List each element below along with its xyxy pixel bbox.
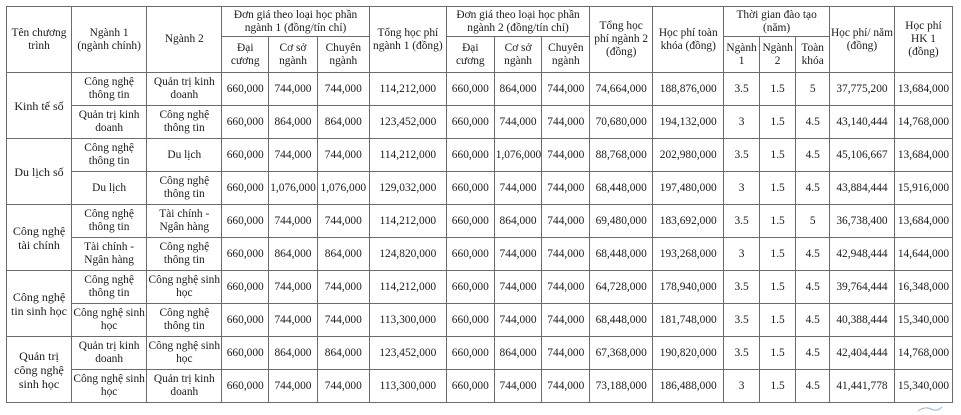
table-cell: 744,000 [542,139,590,172]
table-cell: 73,188,000 [590,370,653,403]
table-cell: 45,106,667 [829,139,894,172]
table-cell: 660,000 [222,205,269,238]
table-cell: 744,000 [542,172,590,205]
table-cell: 129,032,000 [369,172,446,205]
tuition-table [6,6,953,403]
table-cell: 744,000 [542,337,590,370]
table-cell: 3 [724,370,760,403]
table-cell: 114,212,000 [369,205,446,238]
table-cell: 744,000 [542,271,590,304]
table-cell: 744,000 [494,172,542,205]
table-cell: 5 [796,73,830,106]
table-cell: 16,348,000 [894,271,952,304]
table-cell: 43,140,444 [829,106,894,139]
table-cell: 3.5 [724,304,760,337]
table-cell: 744,000 [542,106,590,139]
program-name: Công nghệ tài chính [7,205,72,271]
header-major-1: Ngành 1 (ngành chính) [72,7,147,73]
table-cell: 1.5 [759,304,796,337]
table-cell: 4.5 [796,106,830,139]
table-cell: 864,000 [494,205,542,238]
table-cell: Du lịch [72,172,147,205]
table-cell: 13,684,000 [894,73,952,106]
table-cell: 13,684,000 [894,139,952,172]
table-cell: 124,820,000 [369,238,446,271]
table-cell: 4.5 [796,337,830,370]
header-duration-major-1: Ngành 1 [724,37,760,73]
table-cell: 744,000 [317,139,369,172]
header-duration: Thời gian đào tạo (năm) [724,7,830,37]
table-cell: 744,000 [317,271,369,304]
header-foundation-1: Cơ sở ngành [269,37,318,73]
table-cell: 3.5 [724,271,760,304]
header-total-fee-2: Tổng học phí ngành 2 (đồng) [590,7,653,73]
table-cell: 660,000 [222,139,269,172]
table-cell: 123,452,000 [369,337,446,370]
table-cell: 660,000 [222,73,269,106]
program-name: Công nghệ tin sinh học [7,271,72,337]
table-cell: 1.5 [759,106,796,139]
table-cell: 3 [724,172,760,205]
table-cell: 864,000 [269,238,318,271]
table-cell: 114,212,000 [369,271,446,304]
table-cell: 660,000 [446,304,494,337]
table-cell: 660,000 [222,304,269,337]
table-cell: 660,000 [222,172,269,205]
table-cell: 4.5 [796,370,830,403]
table-cell: 114,212,000 [369,139,446,172]
table-cell: 744,000 [269,304,318,337]
table-cell: 744,000 [542,238,590,271]
header-duration-major-2: Ngành 2 [759,37,796,73]
table-cell: 68,448,000 [590,238,653,271]
table-cell: 43,884,444 [829,172,894,205]
table-cell: Công nghệ sinh học [72,304,147,337]
table-cell: 39,764,444 [829,271,894,304]
header-full-course-fee: Học phí toàn khóa (đồng) [653,7,724,73]
table-row [7,73,953,106]
table-cell: 3.5 [724,73,760,106]
table-cell: Công nghệ thông tin [147,304,222,337]
table-row [7,304,953,337]
table-cell: 864,000 [317,238,369,271]
table-cell: 864,000 [494,337,542,370]
table-cell: 13,684,000 [894,205,952,238]
header-fee-semester-1: Học phí HK 1 (đồng) [894,7,952,73]
table-cell: 74,664,000 [590,73,653,106]
table-cell: 3.5 [724,139,760,172]
table-cell: 4.5 [796,172,830,205]
table-cell: 660,000 [222,337,269,370]
program-name: Kinh tế số [7,73,72,139]
table-cell: Tài chính - Ngân hàng [72,238,147,271]
table-cell: 864,000 [269,106,318,139]
table-cell: 197,480,000 [653,172,724,205]
table-cell: 744,000 [269,205,318,238]
header-specialized-1: Chuyên ngành [317,37,369,73]
table-cell: 68,448,000 [590,172,653,205]
table-cell: 69,480,000 [590,205,653,238]
table-cell: 660,000 [222,106,269,139]
table-cell: Công nghệ sinh học [72,370,147,403]
table-cell: 660,000 [446,139,494,172]
table-cell: 4.5 [796,238,830,271]
table-cell: 1.5 [759,172,796,205]
table-cell: 744,000 [542,370,590,403]
table-cell: 660,000 [222,271,269,304]
table-cell: 181,748,000 [653,304,724,337]
table-cell: 3.5 [724,337,760,370]
table-cell: Quản trị kinh doanh [72,337,147,370]
header-general-2: Đại cương [446,37,494,73]
header-duration-total: Toàn khóa [796,37,830,73]
table-cell: 744,000 [542,205,590,238]
table-cell: 1.5 [759,139,796,172]
table-cell: Tài chính - Ngân hàng [147,205,222,238]
table-row [7,337,953,370]
table-cell: 113,300,000 [369,304,446,337]
header-general-1: Đại cương [222,37,269,73]
program-name: Du lịch số [7,139,72,205]
table-cell: 744,000 [317,205,369,238]
table-cell: 744,000 [269,271,318,304]
header-fee-per-year: Học phí/ năm (đồng) [829,7,894,73]
table-cell: Công nghệ thông tin [147,172,222,205]
table-body [7,73,953,403]
table-cell: 42,404,444 [829,337,894,370]
table-cell: 744,000 [542,73,590,106]
table-cell: 1.5 [759,205,796,238]
table-cell: 1.5 [759,337,796,370]
table-row [7,139,953,172]
header-unit-price-1: Đơn giá theo loại học phần ngành 1 (đồng/tín chỉ) [222,7,369,37]
table-cell: 194,132,000 [653,106,724,139]
table-cell: 123,452,000 [369,106,446,139]
table-cell: 178,940,000 [653,271,724,304]
table-cell: 1.5 [759,73,796,106]
table-cell: Quản trị kinh doanh [147,370,222,403]
table-cell: 41,441,778 [829,370,894,403]
header-total-fee-1: Tổng học phí ngành 1 (đồng) [369,7,446,73]
table-cell: 114,212,000 [369,73,446,106]
table-cell: 14,644,000 [894,238,952,271]
table-cell: 660,000 [446,337,494,370]
table-cell: Công nghệ thông tin [72,205,147,238]
table-cell: 193,268,000 [653,238,724,271]
header-program: Tên chương trình [7,7,72,73]
table-cell: Công nghệ sinh học [147,271,222,304]
table-row [7,106,953,139]
table-cell: 1,076,000 [269,172,318,205]
table-cell: Công nghệ thông tin [147,106,222,139]
table-cell: 37,775,200 [829,73,894,106]
table-row [7,370,953,403]
table-cell: 15,916,000 [894,172,952,205]
table-cell: 4.5 [796,271,830,304]
table-cell: 42,948,444 [829,238,894,271]
table-cell: Quản trị kinh doanh [72,106,147,139]
table-cell: 15,340,000 [894,370,952,403]
table-cell: 744,000 [317,370,369,403]
table-cell: 864,000 [269,337,318,370]
table-cell: 202,980,000 [653,139,724,172]
table-cell: 660,000 [446,238,494,271]
table-cell: 744,000 [494,106,542,139]
table-cell: 744,000 [494,271,542,304]
table-cell: 1,076,000 [317,172,369,205]
table-cell: 36,738,400 [829,205,894,238]
table-cell: 744,000 [317,73,369,106]
table-cell: 660,000 [446,370,494,403]
table-cell: 3 [724,238,760,271]
table-cell: 70,680,000 [590,106,653,139]
table-cell: 186,488,000 [653,370,724,403]
table-row [7,172,953,205]
table-cell: Công nghệ sinh học [147,337,222,370]
header-unit-price-2: Đơn giá theo loại học phần ngành 2 (đồng/tín chỉ) [446,7,589,37]
table-cell: Công nghệ thông tin [72,73,147,106]
table-cell: 14,768,000 [894,106,952,139]
table-cell: Công nghệ thông tin [147,238,222,271]
table-cell: 744,000 [317,304,369,337]
table-cell: 1.5 [759,370,796,403]
header-specialized-2: Chuyên ngành [542,37,590,73]
table-cell: 744,000 [269,370,318,403]
table-cell: Công nghệ thông tin [72,139,147,172]
header-foundation-2: Cơ sở ngành [494,37,542,73]
table-cell: 1,076,000 [494,139,542,172]
table-row [7,238,953,271]
table-cell: 660,000 [446,172,494,205]
table-cell: 64,728,000 [590,271,653,304]
table-cell: 113,300,000 [369,370,446,403]
table-cell: Du lịch [147,139,222,172]
table-cell: 660,000 [222,238,269,271]
table-cell: 864,000 [317,106,369,139]
table-cell: 3.5 [724,205,760,238]
table-cell: 660,000 [446,205,494,238]
table-cell: 4.5 [796,139,830,172]
scan-mark [917,405,943,413]
table-cell: 744,000 [494,370,542,403]
header-major-2: Ngành 2 [147,7,222,73]
table-cell: 1.5 [759,238,796,271]
table-cell: 864,000 [317,337,369,370]
table-cell: Quản trị kinh doanh [147,73,222,106]
table-cell: 3 [724,106,760,139]
table-cell: 190,820,000 [653,337,724,370]
table-cell: 183,692,000 [653,205,724,238]
table-cell: 188,876,000 [653,73,724,106]
table-cell: 744,000 [542,304,590,337]
table-cell: 744,000 [494,238,542,271]
program-name: Quản trị công nghệ sinh học [7,337,72,403]
table-cell: 88,768,000 [590,139,653,172]
table-cell: 14,768,000 [894,337,952,370]
table-cell: 864,000 [494,73,542,106]
table-cell: 4.5 [796,304,830,337]
table-cell: 5 [796,205,830,238]
table-cell: 660,000 [446,106,494,139]
table-cell: 68,448,000 [590,304,653,337]
table-cell: 67,368,000 [590,337,653,370]
table-cell: 660,000 [222,370,269,403]
table-cell: 660,000 [446,73,494,106]
table-row [7,205,953,238]
table-cell: 15,340,000 [894,304,952,337]
table-cell: 744,000 [269,73,318,106]
table-cell: Công nghệ thông tin [72,271,147,304]
table-cell: 660,000 [446,271,494,304]
table-cell: 744,000 [269,139,318,172]
table-cell: 40,388,444 [829,304,894,337]
table-cell: 744,000 [494,304,542,337]
table-row [7,271,953,304]
table-cell: 1.5 [759,271,796,304]
